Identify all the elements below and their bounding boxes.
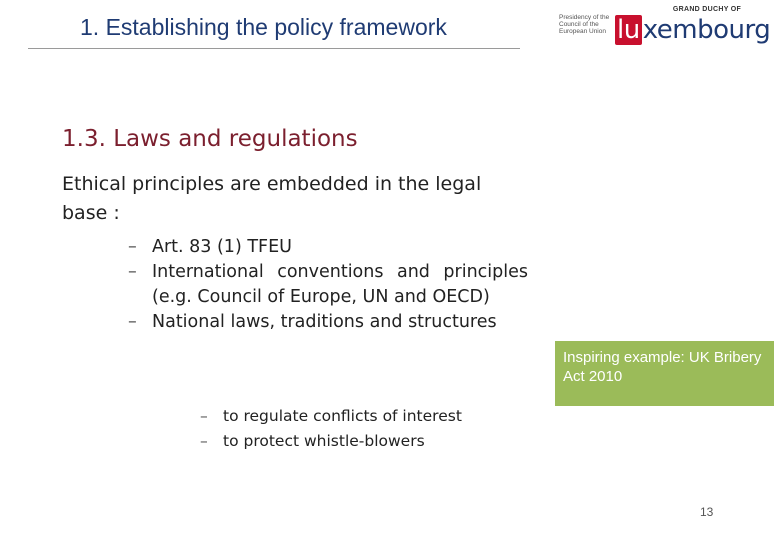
dash-bullet-icon: –	[128, 262, 137, 282]
logo-presidency-text: Presidency of the Council of the European Union	[559, 14, 610, 35]
logo-wordmark-suffix: xembourg	[642, 15, 771, 45]
dash-bullet-icon: –	[200, 407, 208, 425]
logo-wordmark	[615, 14, 770, 46]
bullet-item	[128, 260, 528, 310]
sub-bullet-text: to regulate conflicts of interest	[223, 407, 462, 425]
page-number: 13	[700, 505, 714, 519]
dash-bullet-icon: –	[128, 237, 137, 257]
inspiring-example-callout: Inspiring example: UK Bribery Act 2010	[555, 341, 774, 406]
header-divider	[28, 48, 520, 49]
sub-bullet-text: to protect whistle-blowers	[223, 432, 425, 450]
sub-bullet-item	[200, 404, 520, 429]
sub-bullet-list	[200, 404, 520, 454]
intro-text: Ethical principles are embedded in the legal base :	[62, 173, 482, 224]
dash-bullet-icon: –	[128, 312, 137, 332]
bullet-item	[128, 310, 528, 335]
logo-grand-duchy-text: GRAND DUCHY OF	[672, 6, 742, 13]
main-bullet-list	[128, 235, 528, 335]
bullet-text: Art. 83 (1) TFEU	[152, 237, 292, 257]
bullet-item	[128, 235, 528, 260]
bullet-text: National laws, traditions and structures	[152, 312, 497, 332]
dash-bullet-icon: –	[200, 432, 208, 450]
logo-lu-box: lu	[617, 15, 640, 45]
bullet-text: International conventions and principles (e.g. Council of Europe, UN and OECD)	[152, 262, 528, 307]
sub-bullet-item	[200, 429, 520, 454]
slide-header-title: 1. Establishing the policy framework	[80, 14, 447, 40]
section-title: 1.3. Laws and regulations	[62, 126, 358, 152]
luxembourg-presidency-logo	[555, 6, 775, 46]
